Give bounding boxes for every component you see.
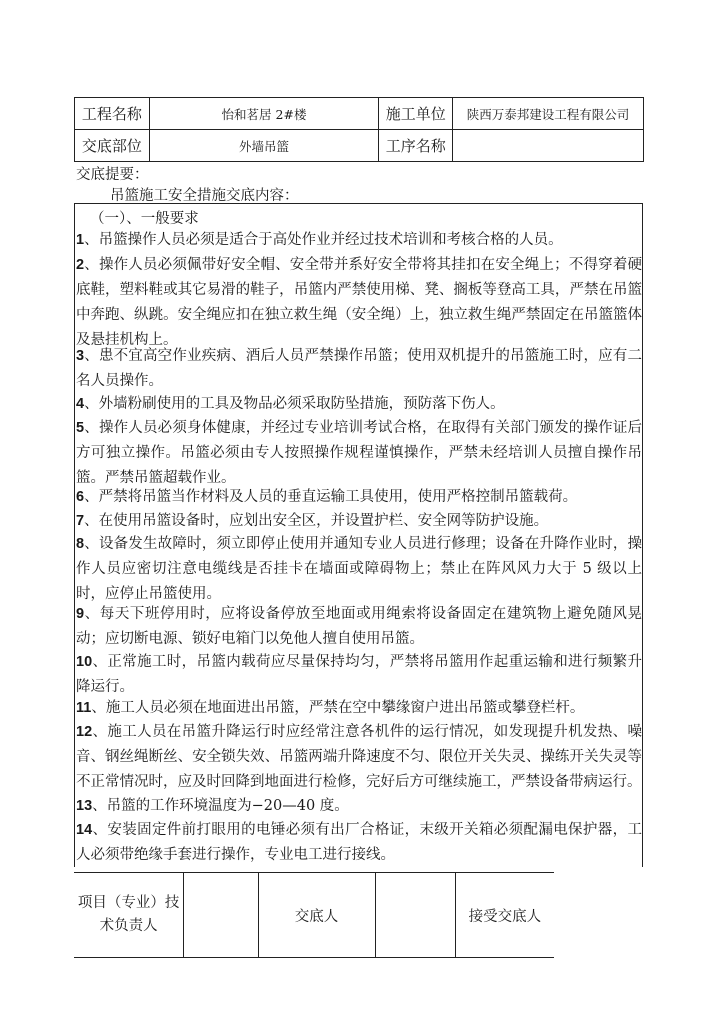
part-value: 外墙吊篮 <box>149 130 379 162</box>
list-item: 14、安装固定件前打眼用的电锤必须有出厂合格证，末级开关箱必须配漏电保护器，工人必须带绝缘手套进行操作，专业电工进行接线。 <box>76 822 642 863</box>
signature-table <box>74 872 554 958</box>
part-label: 交底部位 <box>75 130 150 162</box>
discloser-label: 交底人 <box>258 873 375 958</box>
contractor-label: 施工单位 <box>379 98 453 130</box>
tech-lead-value <box>184 873 258 958</box>
list-item: 3、患不宜高空作业疾病、酒后人员严禁操作吊篮；使用双机提升的吊篮施工时，应有二名人员操作。 <box>76 348 642 389</box>
header-table <box>74 97 644 162</box>
list-item: 1、吊篮操作人员必须是适合于高处作业并经过技术培训和考核合格的人员。 <box>76 232 563 248</box>
tech-lead-label: 项目（专业）技术负责人 <box>74 873 184 958</box>
contractor-value: 陕西万泰邦建设工程有限公司 <box>453 98 644 130</box>
project-name-label: 工程名称 <box>75 98 150 130</box>
content-title: 吊篮施工安全措施交底内容： <box>110 188 299 204</box>
summary-label: 交底提要： <box>76 167 149 183</box>
discloser-value <box>375 873 455 958</box>
list-item: 9、每天下班停用时，应将设备停放至地面或用绳索将设备固定在建筑物上避免随风晃动；应切断电源、锁好电箱门以免他人擅自使用吊篮。 <box>76 606 642 647</box>
process-label: 工序名称 <box>379 130 453 162</box>
receiver-label: 接受交底人 <box>455 873 554 958</box>
process-value <box>453 130 644 162</box>
list-item: 10、正常施工时，吊篮内载荷应尽量保持均匀，严禁将吊篮用作起重运输和进行频繁升降运行。 <box>76 654 642 695</box>
list-item: 12、施工人员在吊篮升降运行时应经常注意各机件的运行情况，如发现提升机发热、噪音、钢丝绳断丝、安全锁失效、吊篮两端升降速度不匀、限位开关失灵、操练开关失灵等不正常情况时，应及时回降到地面进行检修，完好后方可继续施工，严禁设备带病运行。 <box>76 724 642 790</box>
list-item: 8、设备发生故障时，须立即停止使用并通知专业人员进行修理；设备在升降作业时，操作人员应密切注意电缆线是否挂卡在墙面或障碍物上；禁止在阵风风力大于 5 级以上时，应停止吊篮使用。 <box>76 536 642 602</box>
list-item: 4、外墙粉刷使用的工具及物品必须采取防坠措施，预防落下伤人。 <box>76 396 505 412</box>
list-item: 2、操作人员必须佩带好安全帽、安全带并系好安全带将其挂扣在安全绳上；不得穿着硬底鞋，塑料鞋或其它易滑的鞋子，吊篮内严禁使用梯、凳、搁板等登高工具，严禁在吊篮中奔跑、纵跳。安全绳应扣在独立救生绳（安全绳）上，独立救生绳严禁固定在吊篮篮体及悬挂机构上。 <box>76 257 642 348</box>
list-item: 6、严禁将吊篮当作材料及人员的垂直运输工具使用，使用严格控制吊篮载荷。 <box>76 489 578 505</box>
list-item: 13、吊篮的工作环境温度为−20—40 度。 <box>76 798 349 814</box>
list-item: 7、在使用吊篮设备时，应划出安全区，并设置护栏、安全网等防护设施。 <box>76 513 549 529</box>
list-item: 11、施工人员必须在地面进出吊篮，严禁在空中攀缘窗户进出吊篮或攀登栏杆。 <box>76 700 585 716</box>
project-name-value: 怡和茗居 2#楼 <box>149 98 379 130</box>
section-title: （一）、一般要求 <box>90 211 199 227</box>
list-item: 5、操作人员必须身体健康，并经过专业培训考试合格，在取得有关部门颁发的操作证后方可独立操作。吊篮必须由专人按照操作规程谨慎操作，严禁未经培训人员擅自操作吊篮。严禁吊篮超载作业。 <box>76 420 642 486</box>
